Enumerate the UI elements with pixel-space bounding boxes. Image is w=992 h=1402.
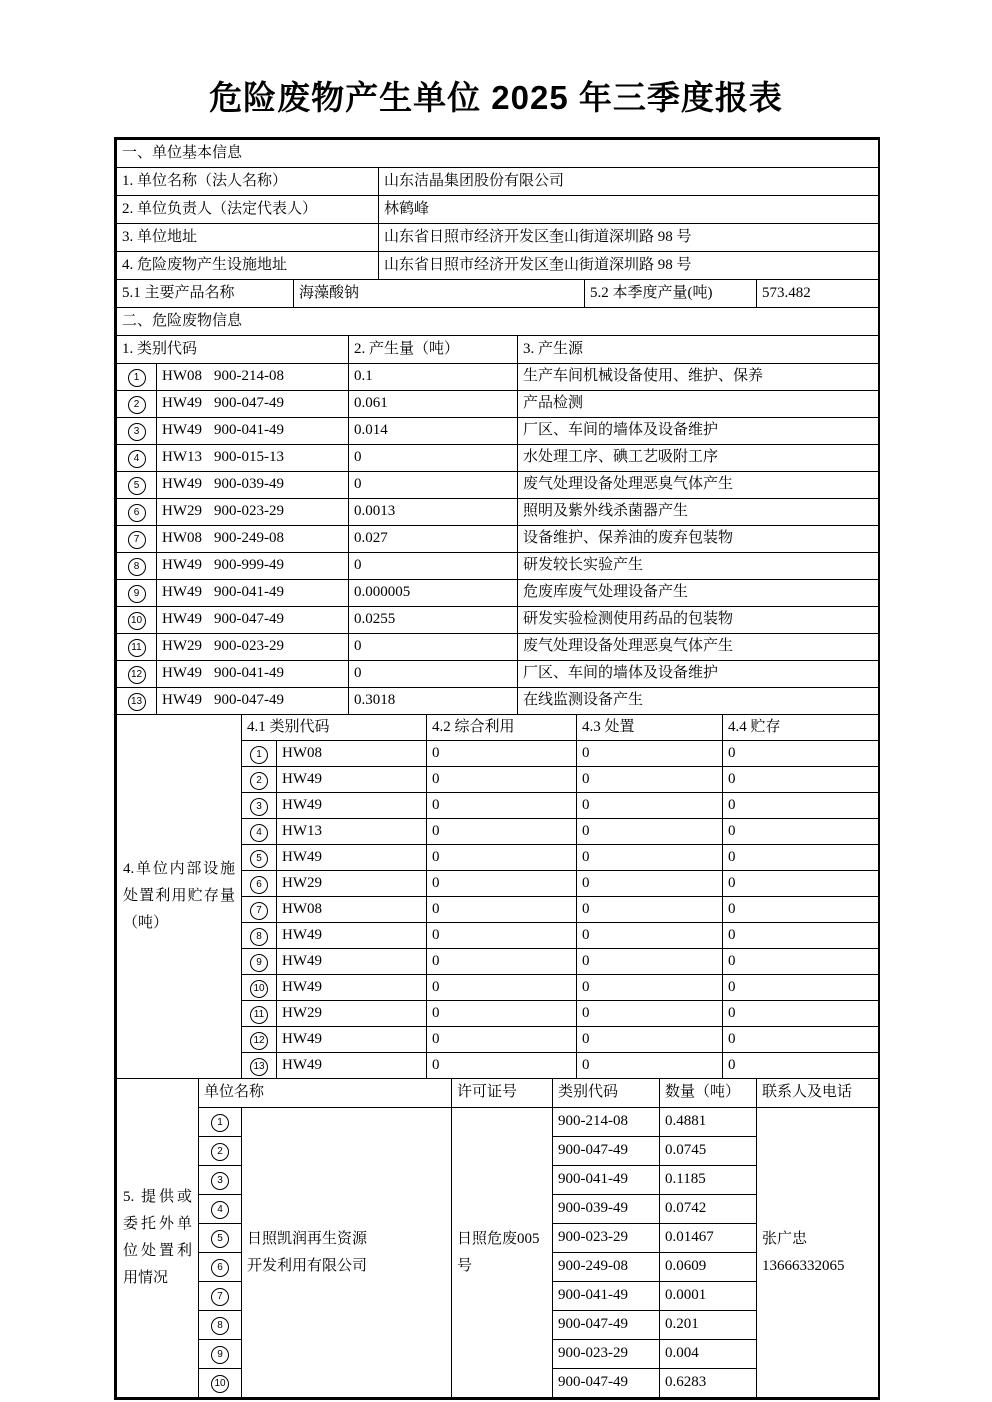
store-cell: 0	[723, 949, 879, 975]
section1-heading-row	[117, 140, 879, 168]
dispose-cell: 0	[577, 949, 723, 975]
hw-class: HW08	[162, 530, 202, 547]
quantity-cell: 0	[349, 472, 518, 499]
dispose-cell: 0	[577, 975, 723, 1001]
source-cell: 在线监测设备产生	[518, 688, 879, 715]
quantity-cell: 0.0255	[349, 607, 518, 634]
table-header-row	[117, 336, 879, 364]
row-number-icon: 3	[211, 1172, 229, 1190]
waste-code: 900-249-08	[553, 1253, 660, 1282]
store-cell: 0	[723, 1053, 879, 1079]
dispose-cell: 0	[577, 871, 723, 897]
col-header-store: 4.4 贮存	[723, 715, 879, 741]
hw-class: HW49	[162, 611, 202, 628]
unit-head-value: 林鹤峰	[379, 196, 879, 224]
use-cell: 0	[427, 767, 577, 793]
waste-row	[117, 553, 879, 580]
row-number-icon: 4	[250, 824, 268, 842]
row-number-icon: 2	[211, 1143, 229, 1161]
unit-head-label: 2. 单位负责人（法定代表人）	[117, 196, 379, 224]
company-name: 日照凯润再生资源开发利用有限公司	[242, 1108, 452, 1398]
quantity-cell: 0.201	[660, 1311, 757, 1340]
external-disposal-table	[116, 1078, 879, 1398]
row-number-icon: 7	[211, 1288, 229, 1306]
quantity-cell: 0.000005	[349, 580, 518, 607]
quantity-cell: 0.061	[349, 391, 518, 418]
main-product-label: 5.1 主要产品名称	[117, 280, 294, 308]
col-header-code: 1. 类别代码	[117, 336, 349, 364]
use-cell: 0	[427, 871, 577, 897]
row-number-icon: 3	[250, 798, 268, 816]
waste-row	[117, 688, 879, 715]
source-cell: 水处理工序、碘工艺吸附工序	[518, 445, 879, 472]
source-cell: 危废库废气处理设备产生	[518, 580, 879, 607]
row-number-icon: 7	[128, 531, 146, 549]
table-row	[117, 196, 879, 224]
hw-class: HW49	[162, 395, 202, 412]
quantity-cell: 0.0609	[660, 1253, 757, 1282]
external-row	[117, 1108, 879, 1137]
col-header-source: 3. 产生源	[518, 336, 879, 364]
waste-code: 900-999-49	[214, 557, 284, 574]
row-number-icon: 8	[211, 1317, 229, 1335]
use-cell: 0	[427, 1001, 577, 1027]
quantity-cell: 0.01467	[660, 1224, 757, 1253]
use-cell: 0	[427, 975, 577, 1001]
section2-heading: 二、危险废物信息	[117, 308, 879, 336]
table-row	[117, 280, 879, 308]
waste-row	[117, 445, 879, 472]
hw-class: HW49	[162, 422, 202, 439]
waste-row	[117, 391, 879, 418]
source-cell: 研发实验检测使用药品的包装物	[518, 607, 879, 634]
source-cell: 废气处理设备处理恶臭气体产生	[518, 634, 879, 661]
source-cell: 设备维护、保养油的废弃包装物	[518, 526, 879, 553]
hw-class: HW49	[277, 975, 427, 1001]
source-cell: 研发较长实验产生	[518, 553, 879, 580]
source-cell: 废气处理设备处理恶臭气体产生	[518, 472, 879, 499]
row-number-icon: 2	[250, 772, 268, 790]
quantity-cell: 0	[349, 445, 518, 472]
row-number-icon: 8	[250, 928, 268, 946]
waste-code: 900-041-49	[214, 584, 284, 601]
quantity-cell: 0	[349, 661, 518, 688]
row-number-icon: 4	[128, 450, 146, 468]
waste-code: 900-023-29	[214, 638, 284, 655]
quantity-cell: 0.1185	[660, 1166, 757, 1195]
source-cell: 厂区、车间的墙体及设备维护	[518, 661, 879, 688]
store-cell: 0	[723, 1001, 879, 1027]
waste-code: 900-039-49	[214, 476, 284, 493]
hw-class: HW49	[277, 793, 427, 819]
store-cell: 0	[723, 741, 879, 767]
quantity-cell: 0.3018	[349, 688, 518, 715]
quantity-cell: 0.027	[349, 526, 518, 553]
row-number-icon: 9	[128, 585, 146, 603]
waste-info-table	[116, 307, 879, 715]
dispose-cell: 0	[577, 1053, 723, 1079]
waste-code: 900-015-13	[214, 449, 284, 466]
quarter-output-label: 5.2 本季度产量(吨)	[585, 280, 757, 308]
unit-name-label: 1. 单位名称（法人名称）	[117, 168, 379, 196]
facility-address-value: 山东省日照市经济开发区奎山街道深圳路 98 号	[379, 252, 879, 280]
col-header-permit: 许可证号	[452, 1079, 553, 1108]
waste-code: 900-023-29	[214, 503, 284, 520]
dispose-cell: 0	[577, 741, 723, 767]
quantity-cell: 0.004	[660, 1340, 757, 1369]
hw-class: HW49	[162, 476, 202, 493]
report-form	[114, 137, 880, 1400]
row-number-icon: 1	[250, 746, 268, 764]
source-cell: 生产车间机械设备使用、维护、保养	[518, 364, 879, 391]
use-cell: 0	[427, 793, 577, 819]
row-number-icon: 13	[250, 1058, 268, 1076]
row-number-icon: 9	[211, 1346, 229, 1364]
source-cell: 厂区、车间的墙体及设备维护	[518, 418, 879, 445]
hw-class: HW49	[277, 845, 427, 871]
row-number-icon: 6	[250, 876, 268, 894]
dispose-cell: 0	[577, 1001, 723, 1027]
waste-code: 900-249-08	[214, 530, 284, 547]
store-cell: 0	[723, 819, 879, 845]
store-cell: 0	[723, 897, 879, 923]
col-header-dispose: 4.3 处置	[577, 715, 723, 741]
waste-row	[117, 472, 879, 499]
waste-code: 900-047-49	[214, 395, 284, 412]
row-number-icon: 11	[250, 1006, 268, 1024]
waste-row	[117, 580, 879, 607]
quantity-cell: 0.0013	[349, 499, 518, 526]
hw-class: HW49	[162, 557, 202, 574]
waste-code: 900-023-29	[553, 1340, 660, 1369]
waste-row	[117, 418, 879, 445]
row-number-icon: 13	[128, 693, 146, 711]
permit-number: 日照危废005 号	[452, 1108, 553, 1398]
hw-class: HW13	[162, 449, 202, 466]
quantity-cell: 0.0745	[660, 1137, 757, 1166]
dispose-cell: 0	[577, 897, 723, 923]
waste-code: 900-023-29	[553, 1224, 660, 1253]
contact-cell	[757, 1108, 879, 1398]
dispose-cell: 0	[577, 767, 723, 793]
waste-code: 900-047-49	[214, 692, 284, 709]
use-cell: 0	[427, 741, 577, 767]
waste-code: 900-041-49	[214, 665, 284, 682]
waste-row	[117, 634, 879, 661]
waste-row	[117, 499, 879, 526]
store-cell: 0	[723, 975, 879, 1001]
waste-code: 900-041-49	[553, 1282, 660, 1311]
waste-row	[117, 661, 879, 688]
waste-code: 900-214-08	[214, 368, 284, 385]
hw-class: HW29	[277, 1001, 427, 1027]
store-cell: 0	[723, 1027, 879, 1053]
use-cell: 0	[427, 949, 577, 975]
row-number-icon: 11	[128, 639, 146, 657]
quantity-cell: 0	[349, 634, 518, 661]
contact-name: 张广忠	[762, 1230, 808, 1247]
table-row	[117, 224, 879, 252]
section4-label: 4.单位内部设施处置利用贮存量（吨）	[117, 715, 242, 1079]
source-cell: 产品检测	[518, 391, 879, 418]
row-number-icon: 5	[250, 850, 268, 868]
unit-address-label: 3. 单位地址	[117, 224, 379, 252]
col-header-contact: 联系人及电话	[757, 1079, 879, 1108]
hw-class: HW49	[277, 767, 427, 793]
dispose-cell: 0	[577, 845, 723, 871]
row-number-icon: 10	[211, 1375, 229, 1393]
quantity-cell: 0.6283	[660, 1369, 757, 1398]
hw-class: HW49	[277, 923, 427, 949]
quarter-output-value: 573.482	[757, 280, 879, 308]
use-cell: 0	[427, 819, 577, 845]
table-header-row	[117, 1079, 879, 1108]
row-number-icon: 4	[211, 1201, 229, 1219]
row-number-icon: 1	[128, 369, 146, 387]
row-number-icon: 10	[128, 612, 146, 630]
hw-class: HW49	[277, 1027, 427, 1053]
waste-row	[117, 607, 879, 634]
use-cell: 0	[427, 1053, 577, 1079]
store-cell: 0	[723, 767, 879, 793]
dispose-cell: 0	[577, 819, 723, 845]
waste-code: 900-047-49	[553, 1311, 660, 1340]
use-cell: 0	[427, 897, 577, 923]
hw-class: HW49	[162, 665, 202, 682]
waste-code: 900-214-08	[553, 1108, 660, 1137]
store-cell: 0	[723, 871, 879, 897]
row-number-icon: 9	[250, 954, 268, 972]
col-header-company: 单位名称	[199, 1079, 452, 1108]
waste-code: 900-039-49	[553, 1195, 660, 1224]
quantity-cell: 0	[349, 553, 518, 580]
hw-class: HW29	[277, 871, 427, 897]
product-row-table	[116, 279, 879, 308]
row-number-icon: 12	[128, 666, 146, 684]
row-number-icon: 6	[128, 504, 146, 522]
waste-code: 900-041-49	[214, 422, 284, 439]
row-number-icon: 6	[211, 1259, 229, 1277]
quantity-cell: 0.014	[349, 418, 518, 445]
waste-row	[117, 364, 879, 391]
row-number-icon: 1	[211, 1114, 229, 1132]
row-number-icon: 5	[211, 1230, 229, 1248]
table-header-row	[117, 715, 879, 741]
unit-name-value: 山东洁晶集团股份有限公司	[379, 168, 879, 196]
section2-heading-row	[117, 308, 879, 336]
table-row	[117, 168, 879, 196]
table-row	[117, 252, 879, 280]
row-number-icon: 10	[250, 980, 268, 998]
dispose-cell: 0	[577, 793, 723, 819]
unit-address-value: 山东省日照市经济开发区奎山街道深圳路 98 号	[379, 224, 879, 252]
use-cell: 0	[427, 845, 577, 871]
col-header-quantity: 数量（吨）	[660, 1079, 757, 1108]
store-cell: 0	[723, 793, 879, 819]
waste-code: 900-047-49	[553, 1137, 660, 1166]
hw-class: HW08	[162, 368, 202, 385]
quantity-cell: 0.4881	[660, 1108, 757, 1137]
col-header-quantity: 2. 产生量（吨）	[349, 336, 518, 364]
hw-class: HW49	[162, 584, 202, 601]
section5-label: 5. 提供或委托外单位处置利用情况	[117, 1079, 199, 1398]
row-number-icon: 5	[128, 477, 146, 495]
hw-class: HW08	[277, 741, 427, 767]
row-number-icon: 12	[250, 1032, 268, 1050]
row-number-icon: 2	[128, 396, 146, 414]
hw-class: HW29	[162, 638, 202, 655]
col-header-code: 类别代码	[553, 1079, 660, 1108]
store-cell: 0	[723, 923, 879, 949]
use-cell: 0	[427, 923, 577, 949]
hw-class: HW13	[277, 819, 427, 845]
main-product-value: 海藻酸钠	[294, 280, 585, 308]
waste-code: 900-047-49	[214, 611, 284, 628]
dispose-cell: 0	[577, 923, 723, 949]
quantity-cell: 0.1	[349, 364, 518, 391]
store-cell: 0	[723, 845, 879, 871]
waste-code: 900-047-49	[553, 1369, 660, 1398]
source-cell: 照明及紫外线杀菌器产生	[518, 499, 879, 526]
row-number-icon: 8	[128, 558, 146, 576]
hw-class: HW08	[277, 897, 427, 923]
col-header-code: 4.1 类别代码	[242, 715, 427, 741]
hw-class: HW49	[162, 692, 202, 709]
waste-row	[117, 526, 879, 553]
report-title: 危险废物产生单位 2025 年三季度报表	[209, 79, 783, 116]
use-cell: 0	[427, 1027, 577, 1053]
hw-class: HW49	[277, 1053, 427, 1079]
hw-class: HW29	[162, 503, 202, 520]
quantity-cell: 0.0001	[660, 1282, 757, 1311]
contact-phone: 13666332065	[762, 1257, 845, 1274]
quantity-cell: 0.0742	[660, 1195, 757, 1224]
facility-address-label: 4. 危险废物产生设施地址	[117, 252, 379, 280]
col-header-use: 4.2 综合利用	[427, 715, 577, 741]
row-number-icon: 3	[128, 423, 146, 441]
section1-heading: 一、单位基本信息	[117, 140, 879, 168]
dispose-cell: 0	[577, 1027, 723, 1053]
hw-class: HW49	[277, 949, 427, 975]
basic-info-table	[116, 139, 879, 280]
internal-disposal-table	[116, 714, 879, 1079]
waste-code: 900-041-49	[553, 1166, 660, 1195]
row-number-icon: 7	[250, 902, 268, 920]
